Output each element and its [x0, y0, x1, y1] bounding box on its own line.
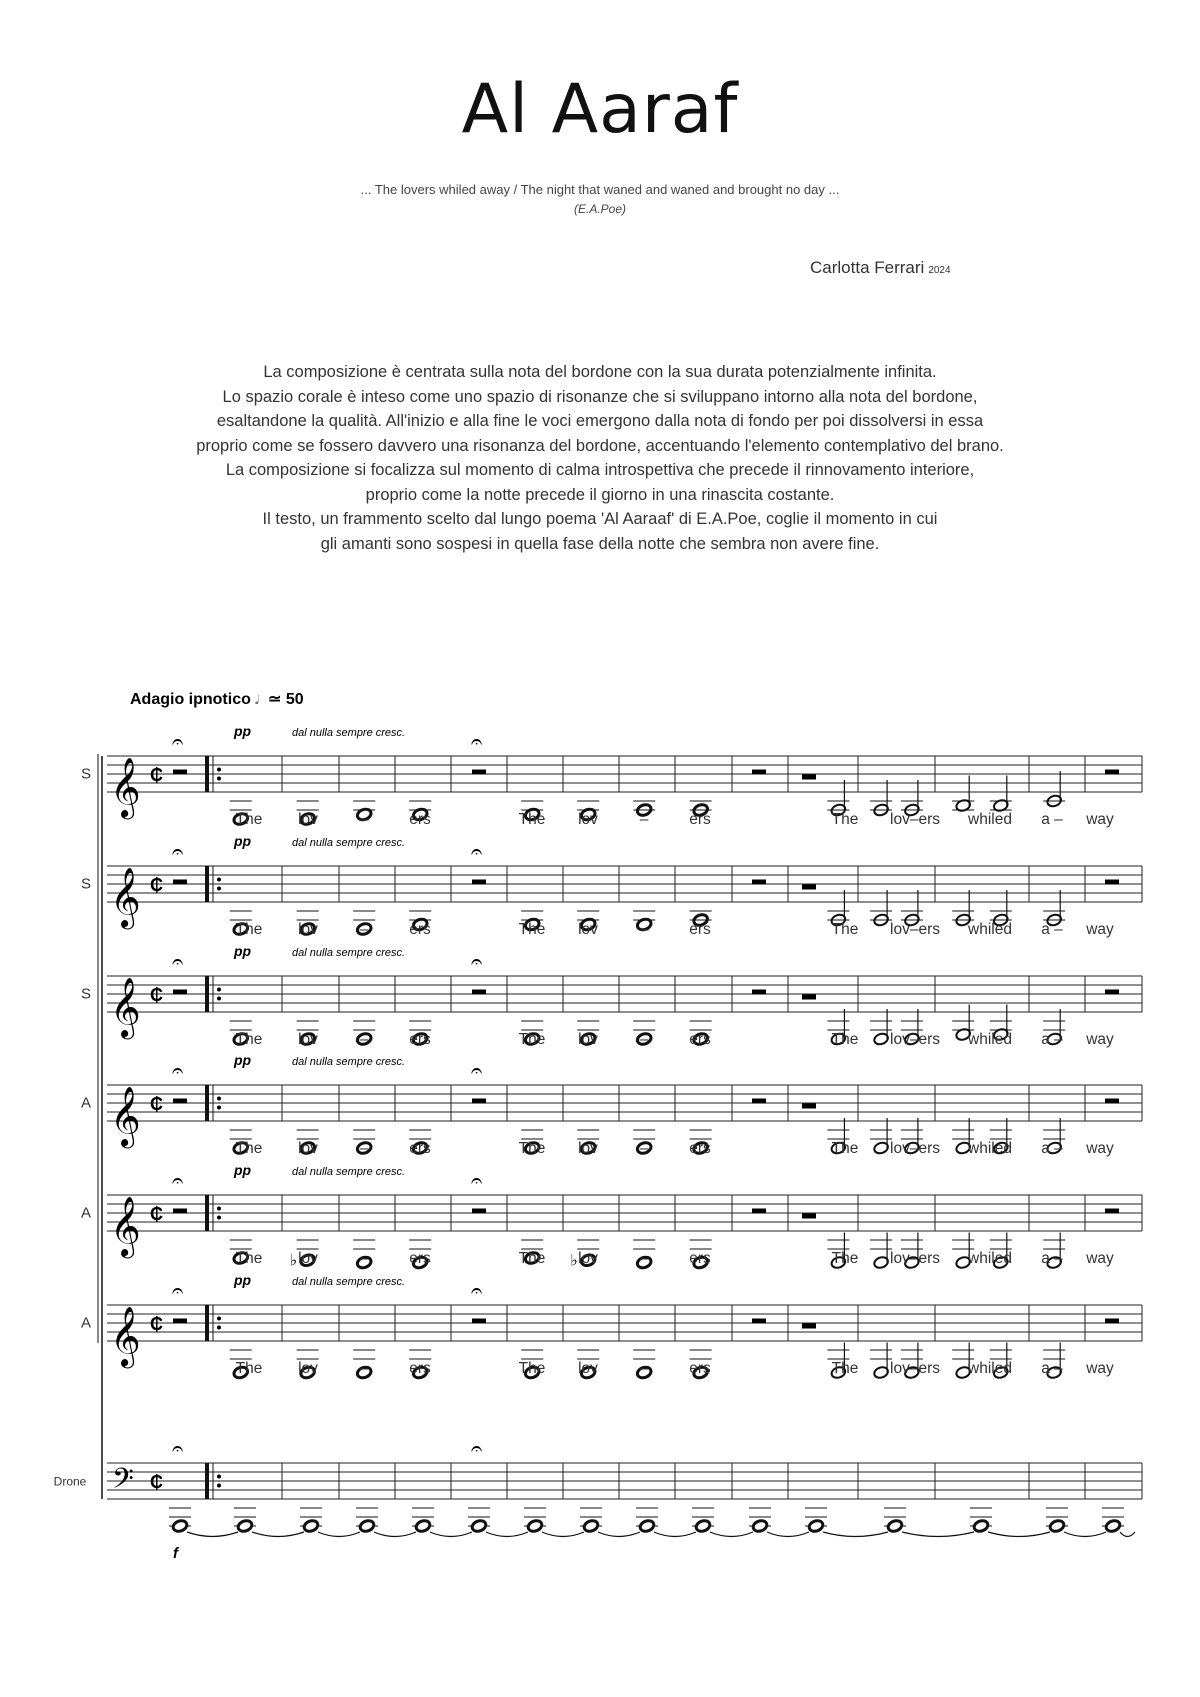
treble-clef-icon: 𝄞: [110, 1307, 141, 1366]
repeat-dot: [217, 1484, 221, 1488]
whole-note: [583, 1519, 600, 1533]
fermata-icon: 𝄐: [172, 731, 184, 753]
whole-rest: [752, 1209, 766, 1214]
half-rest: [802, 775, 816, 780]
lyric-syllable: way: [1086, 811, 1114, 828]
tie: [430, 1532, 472, 1537]
lyric-syllable: lov–ers: [890, 811, 940, 828]
fermata-icon: 𝄐: [172, 1170, 184, 1192]
cut-time-icon: ₵: [150, 1094, 163, 1115]
treble-clef-icon: 𝄞: [110, 758, 141, 817]
half-rest: [802, 995, 816, 1000]
repeat-dot: [217, 1475, 221, 1479]
lyric-syllable: whiled: [968, 1031, 1012, 1048]
tie: [187, 1532, 238, 1537]
lyric-syllable: –: [639, 811, 649, 828]
staff-label: A: [80, 1204, 92, 1222]
half-rest: [802, 885, 816, 890]
lyric-syllable: ers: [689, 811, 711, 828]
repeat-dot: [217, 997, 221, 1001]
lyric-syllable: whiled: [968, 1250, 1012, 1267]
lyric-syllable: a –: [1041, 1360, 1063, 1377]
epigraph: ... The lovers whiled away / The night that waned and waned and brought no day ...: [360, 182, 840, 197]
bass-clef-icon: 𝄢: [112, 1463, 134, 1502]
lyric-syllable: ers: [689, 1250, 711, 1267]
composition-year: 2024: [928, 265, 951, 276]
repeat-dot: [217, 887, 221, 891]
whole-rest: [173, 1319, 187, 1324]
repeat-dot: [217, 777, 221, 781]
cut-time-icon: ₵: [150, 1204, 163, 1225]
treble-clef-icon: 𝄞: [110, 1197, 141, 1256]
tie: [767, 1532, 809, 1537]
composer-name: Carlotta Ferrari: [810, 258, 925, 277]
lyric-syllable: lov: [298, 1031, 318, 1048]
lyric-syllable: lov: [578, 1140, 598, 1157]
lyric-syllable: lov: [578, 921, 598, 938]
tie: [598, 1532, 640, 1537]
fermata-icon: 𝄐: [471, 951, 483, 973]
lyric-syllable: –: [359, 921, 369, 938]
lyric-syllable: ers: [409, 1360, 431, 1377]
cut-time-icon: ₵: [150, 1472, 163, 1493]
lyric-syllable: lov: [578, 811, 598, 828]
lyric-syllable: The: [831, 1360, 859, 1377]
whole-note: [172, 1519, 189, 1533]
whole-note: [973, 1519, 990, 1533]
whole-rest: [1105, 1099, 1119, 1104]
half-note-icon: 𝅗𝅥: [255, 693, 259, 707]
tie: [1120, 1532, 1135, 1537]
lyric-syllable: The: [831, 921, 859, 938]
whole-rest: [472, 990, 486, 995]
whole-note: [415, 1519, 432, 1533]
whole-note: [808, 1519, 825, 1533]
lyric-syllable: –: [359, 1250, 369, 1267]
lyric-syllable: The: [831, 1140, 859, 1157]
repeat-dot: [217, 768, 221, 772]
lyric-syllable: –: [359, 1140, 369, 1157]
voice-staff: [81, 1272, 1142, 1380]
lyric-syllable: lov: [298, 1250, 318, 1267]
lyric-syllable: a –: [1041, 811, 1063, 828]
program-note-line: Il testo, un frammento scelto dal lungo poema 'Al Aaraaf' di E.A.Poe, coglie il momento in cui: [262, 510, 938, 528]
lyric-syllable: lov–ers: [890, 921, 940, 938]
dynamic-pp: pp: [234, 943, 252, 959]
staff-label: A: [80, 1314, 92, 1332]
program-note-line: La composizione è centrata sulla nota del bordone con la sua durata potenzialmente infinita.: [263, 363, 937, 381]
lyric-syllable: The: [235, 921, 263, 938]
lyric-syllable: whiled: [968, 921, 1012, 938]
lyric-syllable: way: [1086, 921, 1114, 938]
tie: [823, 1532, 888, 1537]
fermata-icon: 𝄐: [471, 1060, 483, 1082]
cut-time-icon: ₵: [150, 875, 163, 896]
whole-note: [887, 1519, 904, 1533]
whole-rest: [173, 770, 187, 775]
whole-rest: [173, 1209, 187, 1214]
whole-note: [752, 1519, 769, 1533]
repeat-dot: [217, 988, 221, 992]
flat-icon: ♭: [289, 1252, 298, 1270]
lyric-syllable: –: [359, 1360, 369, 1377]
staff-label: A: [80, 1094, 92, 1112]
whole-rest: [173, 990, 187, 995]
tie: [252, 1532, 304, 1537]
cresc-marking: dal nulla sempre cresc.: [292, 1276, 406, 1288]
lyric-syllable: ers: [409, 921, 431, 938]
cresc-marking: dal nulla sempre cresc.: [292, 837, 406, 849]
lyric-syllable: a –: [1041, 1140, 1063, 1157]
lyric-syllable: way: [1086, 1250, 1114, 1267]
staff-label: S: [80, 985, 92, 1003]
whole-rest: [173, 1099, 187, 1104]
whole-rest: [752, 990, 766, 995]
treble-clef-icon: 𝄞: [110, 868, 141, 927]
lyric-syllable: ers: [409, 1250, 431, 1267]
whole-note: [1105, 1519, 1122, 1533]
fermata-icon: 𝄐: [172, 1280, 184, 1302]
lyric-syllable: The: [235, 811, 263, 828]
lyric-syllable: The: [518, 1031, 546, 1048]
whole-rest: [472, 1209, 486, 1214]
flat-icon: ♭: [570, 1252, 578, 1270]
whole-rest: [173, 880, 187, 885]
tie: [988, 1532, 1050, 1537]
whole-rest: [1105, 990, 1119, 995]
tie: [654, 1532, 696, 1537]
whole-rest: [472, 880, 486, 885]
lyric-syllable: lov–ers: [890, 1250, 940, 1267]
program-note-line: La composizione si focalizza sul momento di calma introspettiva che precede il rinnovamento interiore,: [225, 461, 975, 479]
lyric-syllable: lov: [578, 1250, 598, 1267]
lyric-syllable: The: [518, 811, 546, 828]
treble-clef-icon: 𝄞: [110, 1087, 141, 1146]
lyric-syllable: –: [639, 1250, 649, 1267]
lyric-syllable: ers: [689, 1140, 711, 1157]
whole-note: [237, 1519, 254, 1533]
whole-rest: [1105, 1319, 1119, 1324]
voice-staff: [81, 833, 1142, 938]
voice-staff: [81, 1052, 1142, 1157]
lyric-syllable: The: [518, 921, 546, 938]
dynamic-pp: pp: [234, 1052, 252, 1068]
whole-rest: [752, 880, 766, 885]
cut-time-icon: ₵: [150, 765, 163, 786]
lyric-syllable: lov: [298, 1140, 318, 1157]
tie: [318, 1532, 360, 1537]
whole-rest: [752, 770, 766, 775]
lyric-syllable: way: [1086, 1140, 1114, 1157]
staff-label: S: [80, 765, 92, 783]
voice-staff: [81, 1162, 1142, 1270]
drone-staff: [54, 1438, 1142, 1562]
lyric-syllable: lov–ers: [890, 1140, 940, 1157]
lyric-syllable: ers: [409, 811, 431, 828]
dynamic-pp: pp: [234, 1272, 252, 1288]
fermata-icon: 𝄐: [471, 1438, 483, 1460]
lyric-syllable: lov–ers: [890, 1360, 940, 1377]
tempo-value: ≃ 50: [268, 691, 304, 708]
repeat-dot: [217, 1106, 221, 1110]
program-note-line: gli amanti sono sospesi in quella fase della notte che sembra non avere fine.: [320, 534, 880, 553]
treble-clef-icon: 𝄞: [110, 978, 141, 1037]
lyric-syllable: a –: [1041, 921, 1063, 938]
cresc-marking: dal nulla sempre cresc.: [292, 1056, 406, 1068]
cresc-marking: dal nulla sempre cresc.: [292, 727, 406, 739]
fermata-icon: 𝄐: [471, 841, 483, 863]
lyric-syllable: lov: [298, 811, 318, 828]
lyric-syllable: The: [831, 1250, 859, 1267]
tie: [710, 1532, 753, 1537]
fermata-icon: 𝄐: [172, 1060, 184, 1082]
program-note-line: proprio come la notte precede il giorno in una rinascita costante.: [365, 485, 835, 504]
tempo-marking: Adagio ipnotico: [130, 691, 251, 708]
lyric-syllable: ers: [689, 1031, 711, 1048]
lyric-syllable: –: [639, 921, 649, 938]
whole-rest: [752, 1319, 766, 1324]
lyric-syllable: a –: [1041, 1031, 1063, 1048]
fermata-icon: 𝄐: [172, 1438, 184, 1460]
staff-label: S: [80, 875, 92, 893]
lyric-syllable: lov: [298, 1360, 318, 1377]
dynamic-f: f: [173, 1545, 178, 1562]
lyric-syllable: –: [639, 1140, 649, 1157]
lyric-syllable: whiled: [968, 1360, 1012, 1377]
fermata-icon: 𝄐: [471, 731, 483, 753]
lyric-syllable: lov–ers: [890, 1031, 940, 1048]
dynamic-pp: pp: [234, 1162, 252, 1178]
lyric-syllable: The: [235, 1140, 263, 1157]
voice-staff: [81, 943, 1142, 1048]
repeat-dot: [217, 1326, 221, 1330]
fermata-icon: 𝄐: [172, 841, 184, 863]
lyric-syllable: way: [1086, 1360, 1114, 1377]
repeat-dot: [217, 1207, 221, 1211]
repeat-dot: [217, 1317, 221, 1321]
lyric-syllable: The: [831, 1031, 859, 1048]
lyric-syllable: –: [359, 1031, 369, 1048]
cresc-marking: dal nulla sempre cresc.: [292, 1166, 406, 1178]
dynamic-pp: pp: [234, 833, 252, 849]
lyric-syllable: lov: [298, 921, 318, 938]
whole-note: [359, 1519, 376, 1533]
lyric-syllable: The: [518, 1140, 546, 1157]
whole-rest: [1105, 880, 1119, 885]
whole-note: [527, 1519, 544, 1533]
program-note-line: Lo spazio corale è inteso come uno spazio di risonanze che si sviluppano intorno alla nota del bordone,: [222, 387, 978, 406]
epigraph-author: (E.A.Poe): [573, 202, 627, 216]
cut-time-icon: ₵: [150, 1314, 163, 1335]
lyric-syllable: The: [831, 811, 859, 828]
tie: [374, 1532, 416, 1537]
lyric-syllable: The: [235, 1250, 263, 1267]
lyric-syllable: lov: [578, 1031, 598, 1048]
program-note-line: proprio come se fossero davvero una risonanza del bordone, accentuando l'elemento contemplativo del brano.: [196, 436, 1004, 455]
whole-note: [695, 1519, 712, 1533]
whole-note: [471, 1519, 488, 1533]
tie: [542, 1532, 584, 1537]
staff-label: Drone: [53, 1474, 87, 1489]
whole-rest: [1105, 1209, 1119, 1214]
lyric-syllable: ers: [689, 1360, 711, 1377]
dynamic-pp: pp: [234, 723, 252, 739]
cut-time-icon: ₵: [150, 985, 163, 1006]
lyric-syllable: lov: [578, 1360, 598, 1377]
lyric-syllable: The: [518, 1360, 546, 1377]
whole-note: [1049, 1519, 1066, 1533]
piece-title: Al Aaraf: [461, 70, 739, 149]
whole-note: [639, 1519, 656, 1533]
whole-rest: [752, 1099, 766, 1104]
repeat-dot: [217, 1097, 221, 1101]
lyric-syllable: The: [518, 1250, 546, 1267]
whole-rest: [1105, 770, 1119, 775]
tie: [902, 1532, 974, 1537]
whole-rest: [472, 1099, 486, 1104]
tie: [1064, 1532, 1106, 1537]
lyric-syllable: way: [1086, 1031, 1114, 1048]
whole-note: [303, 1519, 320, 1533]
lyric-syllable: The: [235, 1031, 263, 1048]
lyric-syllable: ers: [409, 1140, 431, 1157]
voice-staff: [81, 723, 1142, 828]
half-rest: [802, 1214, 816, 1219]
whole-rest: [472, 770, 486, 775]
lyric-syllable: ers: [409, 1031, 431, 1048]
repeat-dot: [217, 1216, 221, 1220]
lyric-syllable: whiled: [968, 811, 1012, 828]
lyric-syllable: –: [639, 1360, 649, 1377]
fermata-icon: 𝄐: [172, 951, 184, 973]
lyric-syllable: ers: [689, 921, 711, 938]
lyric-syllable: a –: [1041, 1250, 1063, 1267]
program-note-line: esaltandone la qualità. All'inizio e alla fine le voci emergono dalla nota di fondo per poi dissolversi in essa: [216, 412, 984, 430]
half-rest: [802, 1324, 816, 1329]
half-rest: [802, 1104, 816, 1109]
lyric-syllable: –: [639, 1031, 649, 1048]
cresc-marking: dal nulla sempre cresc.: [292, 947, 406, 959]
repeat-dot: [217, 878, 221, 882]
tie: [486, 1532, 528, 1537]
lyric-syllable: –: [359, 811, 369, 828]
fermata-icon: 𝄐: [471, 1280, 483, 1302]
lyric-syllable: The: [235, 1360, 263, 1377]
lyric-syllable: whiled: [968, 1140, 1012, 1157]
whole-rest: [472, 1319, 486, 1324]
fermata-icon: 𝄐: [471, 1170, 483, 1192]
